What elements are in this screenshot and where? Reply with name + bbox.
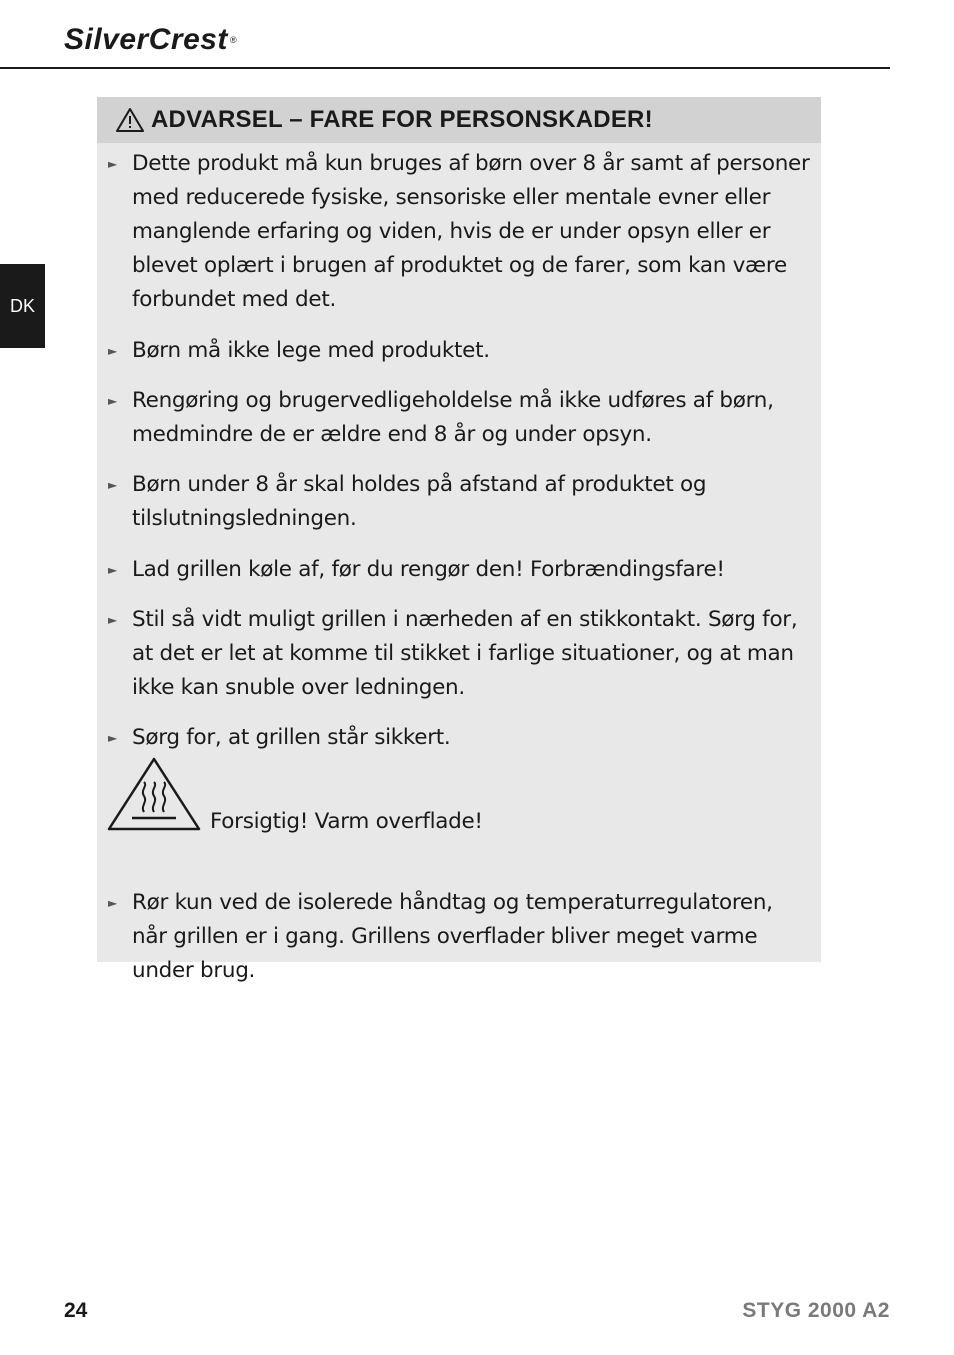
triangle-bullet-icon: ►: [108, 731, 117, 745]
brand-logo: [64, 22, 237, 58]
list-item-text: Dette produkt må kun bruges af børn over 8 år samt af personer med reducerede fysiske, sensoriske eller mentale evner eller manglende erfaring og viden, hvis de er under opsyn eller er blevet oplært i brugen af produktet og de farer, som kan være forbundet med det.: [132, 151, 810, 312]
language-tab-label: DK: [9, 295, 35, 316]
triangle-bullet-icon: ►: [108, 563, 117, 577]
warning-box: [97, 97, 821, 983]
hot-surface-icon: [106, 756, 202, 832]
warning-triangle-icon: [115, 107, 145, 133]
header-divider: [0, 67, 890, 69]
list-item-text: Rengøring og brugervedligeholdelse må ikke udføres af børn, medmindre de er ældre end 8 år og under opsyn.: [132, 388, 774, 447]
triangle-bullet-icon: ►: [108, 613, 117, 627]
triangle-bullet-icon: ►: [108, 394, 117, 408]
hot-surface-label: Forsigtig! Varm overflade!: [210, 809, 483, 834]
list-item-text: Sørg for, at grillen står sikkert.: [132, 725, 451, 750]
triangle-bullet-icon: ►: [108, 344, 117, 358]
list-item-text: Lad grillen køle af, før du rengør den! Forbrændingsfare!: [132, 557, 725, 582]
triangle-bullet-icon: ►: [108, 478, 117, 492]
warning-title: ADVARSEL – FARE FOR PERSONSKADER!: [151, 106, 653, 133]
brand-logo-text: SilverCrest: [64, 23, 228, 56]
list-item-text: Rør kun ved de isolerede håndtag og temperaturregulatoren, når grillen er i gang. Grillens overflader bliver meget varme under brug.: [132, 890, 773, 983]
list-item-text: Børn må ikke lege med produktet.: [132, 338, 490, 363]
registered-mark: ®: [229, 35, 238, 45]
model-number: STYG 2000 A2: [742, 1299, 890, 1322]
triangle-bullet-icon: ►: [108, 896, 117, 910]
language-tab: [0, 264, 45, 348]
list-item-text: Børn under 8 år skal holdes på afstand af produktet og tilslutningsledningen.: [132, 472, 707, 531]
page-number: 24: [64, 1299, 88, 1322]
triangle-bullet-icon: ►: [108, 157, 117, 171]
list-item-text: Stil så vidt muligt grillen i nærheden af en stikkontakt. Sørg for, at det er let at komme til stikket i farlige situationer, og at man ikke kan snuble over ledningen.: [132, 607, 798, 700]
warning-header: [97, 97, 821, 143]
